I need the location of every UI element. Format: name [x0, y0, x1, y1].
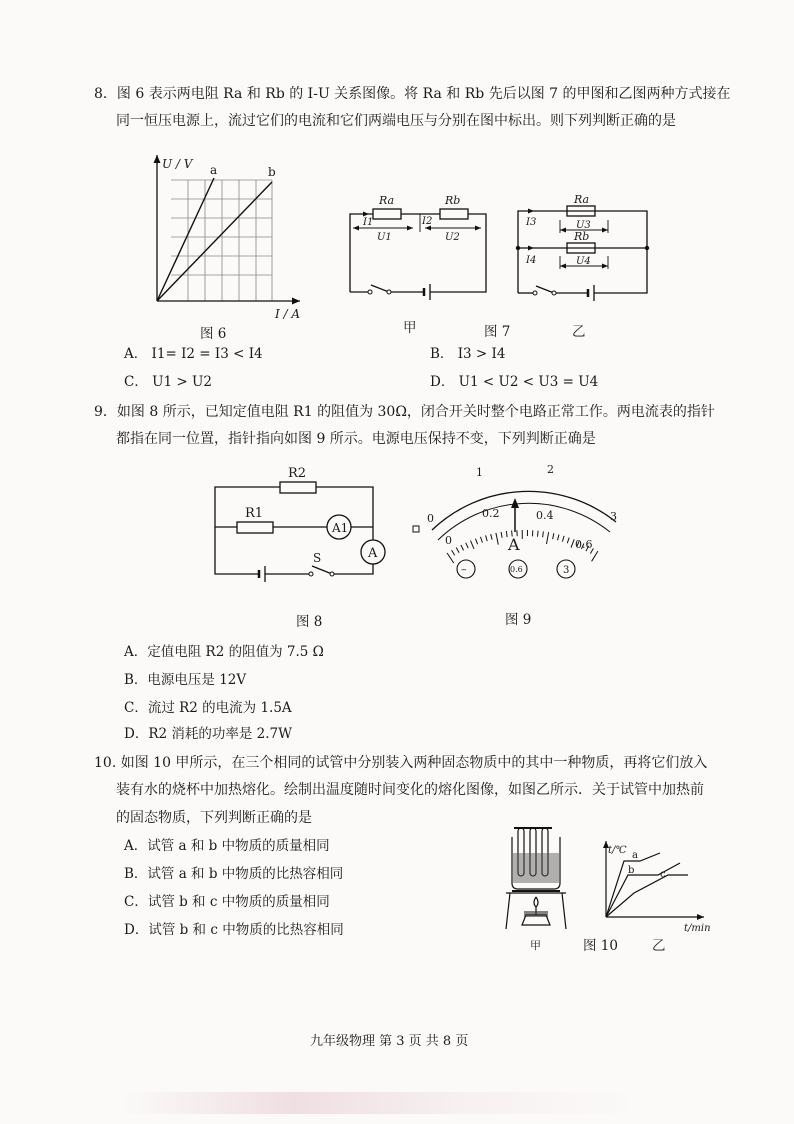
fig7-yi-u3: U3: [576, 220, 591, 231]
fig9-upper-3: 3: [610, 510, 617, 523]
fig9-terminal-neg: –: [461, 563, 467, 576]
dial-tick: [562, 536, 564, 542]
fig10-line-c: c: [660, 869, 666, 880]
q10-option-d: D．试管 b 和 c 中物质的比热容相同: [124, 922, 344, 938]
fig7-jia-i1: I1: [363, 217, 374, 228]
fig7-yi-u4: U4: [576, 256, 591, 267]
fig6-x-label: I / A: [275, 307, 301, 321]
page-footer: 九年级物理 第 3 页 共 8 页: [310, 1034, 469, 1049]
fig9-upper-0: 0: [427, 512, 434, 525]
figure-10-yi-graph: [598, 835, 716, 935]
dial-tick: [501, 532, 502, 538]
dial-tick: [486, 535, 488, 541]
fig9-upper-1: 1: [476, 466, 483, 479]
fig7-jia-u2: U2: [445, 232, 460, 243]
dial-tick: [476, 539, 478, 545]
fig9-upper-2: 2: [547, 463, 554, 476]
q9-option-b: B．电源电压是 12V: [124, 672, 247, 688]
fig9-terminal-3: 3: [563, 565, 570, 576]
dial-tick: [496, 533, 498, 545]
q10-line-1: 10. 如图 10 甲所示，在三个相同的试管中分别装入两种固态物质中的其中一种物质，再将它们放入: [94, 755, 708, 771]
dial-tick: [471, 541, 475, 549]
q10-option-a: A．试管 a 和 b 中物质的质量相同: [124, 838, 330, 854]
fig9-terminal-06: 0.6: [510, 565, 523, 574]
fig7-yi-ra: Ra: [574, 193, 590, 206]
figure-7-caption: 图 7: [484, 324, 511, 340]
fig8-a-label: A: [368, 546, 378, 561]
figure-6-graph: [140, 150, 310, 325]
figure-8-circuit: [205, 462, 390, 587]
figure-7-yi-label: 乙: [572, 324, 586, 340]
figure-7-jia-label: 甲: [403, 320, 417, 336]
q8-option-d: D． U1 < U2 < U3 = U4: [430, 374, 599, 390]
dial-tick: [466, 543, 469, 549]
q8-option-b: B． I3 > I4: [430, 346, 506, 362]
figure-7-jia-circuit: [345, 192, 495, 307]
figure-8-caption: 图 8: [296, 614, 323, 630]
fig8-switch-label: S: [313, 551, 322, 565]
dial-tick: [491, 534, 492, 540]
q9-option-a: A．定值电阻 R2 的阻值为 7.5 Ω: [124, 644, 324, 660]
q10-option-b: B．试管 a 和 b 中物质的比热容相同: [124, 866, 344, 882]
dial-tick: [461, 545, 464, 550]
fig7-jia-rb: Rb: [445, 194, 461, 207]
dial-tick: [547, 532, 549, 544]
fig10-jia-label: 甲: [530, 939, 541, 952]
q8-option-c: C． U1 > U2: [124, 374, 212, 390]
fig9-unit-label: A: [508, 535, 520, 554]
fig10-line-a: a: [632, 850, 638, 861]
q9-line-2: 都指在同一位置，指针指向如图 9 所示。电源电压保持不变，下列判断正确是: [116, 431, 596, 447]
figure-10-caption: 图 10: [583, 938, 618, 954]
dial-tick: [452, 550, 455, 555]
fig9-lower-02: 0.2: [482, 507, 500, 520]
fig7-jia-u1: U1: [377, 232, 392, 243]
dial-tick: [553, 533, 554, 539]
q9-option-d: D．R2 消耗的功率是 2.7W: [124, 726, 293, 742]
q8-option-a: A． I1= I2 = I3 < I4: [124, 346, 263, 362]
dial-tick: [571, 539, 574, 547]
q9-line-1: 9．如图 8 所示，已知定值电阻 R1 的阻值为 30Ω，闭合开关时整个电路正常工作。两电流表的指针: [94, 404, 715, 420]
q8-line-2: 同一恒压电源上，流过它们的电流和它们两端电压与分别在图中标出。则下列判断正确的是: [116, 113, 676, 129]
fig6-line-b-label: b: [268, 165, 276, 179]
fig9-lower-06: 0.6: [575, 538, 593, 551]
scan-smudge: [120, 1092, 640, 1114]
dial-tick: [538, 531, 539, 537]
dial-tick: [447, 553, 454, 563]
fig8-a1-label: A1: [332, 521, 349, 535]
fig9-lower-04: 0.4: [536, 509, 554, 522]
figure-7-yi-circuit: [512, 193, 662, 308]
fig10-line-b: b: [628, 865, 635, 876]
fig6-y-label: U / V: [162, 157, 193, 171]
fig9-lower-0: 0: [445, 534, 452, 547]
fig7-jia-ra: Ra: [379, 194, 395, 207]
figure-10-yi-label: 乙: [652, 938, 666, 954]
fig8-r2-label: R2: [288, 466, 307, 481]
figure-10-jia-apparatus: [500, 825, 580, 952]
dial-tick: [558, 535, 560, 541]
dial-tick: [481, 537, 483, 543]
dial-tick: [456, 548, 459, 553]
fig7-jia-i2: I2: [422, 216, 433, 227]
fig6-line-a-label: a: [210, 163, 218, 177]
q10-option-c: C．试管 b 和 c 中物质的质量相同: [124, 894, 330, 910]
q8-line-1: 8．图 6 表示两电阻 Ra 和 Rb 的 I-U 关系图像。将 Ra 和 Rb 先后以图 7 的甲图和乙图两种方式接在: [94, 86, 731, 102]
figure-9-ammeter-dial: [410, 462, 640, 587]
fig10-y-label: t/℃: [608, 845, 627, 856]
fig10-x-label: t/min: [684, 923, 711, 934]
fig8-r1-label: R1: [245, 506, 264, 521]
dial-tick: [506, 531, 507, 537]
dial-tick: [543, 531, 544, 537]
dial-tick: [567, 538, 569, 544]
q9-option-c: C．流过 R2 的电流为 1.5A: [124, 700, 292, 716]
fig7-yi-i3: I3: [526, 217, 537, 228]
dial-tick: [592, 551, 598, 561]
q10-line-2: 装有水的烧杯中加热熔化。绘制出温度随时间变化的熔化图像，如图乙所示．关于试管中加热前: [116, 782, 704, 798]
figure-9-caption: 图 9: [505, 612, 532, 628]
figure-6-caption: 图 6: [200, 326, 227, 342]
fig7-yi-rb: Rb: [574, 230, 590, 243]
fig7-yi-i4: I4: [526, 255, 537, 266]
q10-line-3: 的固态物质，下列判断正确的是: [116, 810, 312, 826]
